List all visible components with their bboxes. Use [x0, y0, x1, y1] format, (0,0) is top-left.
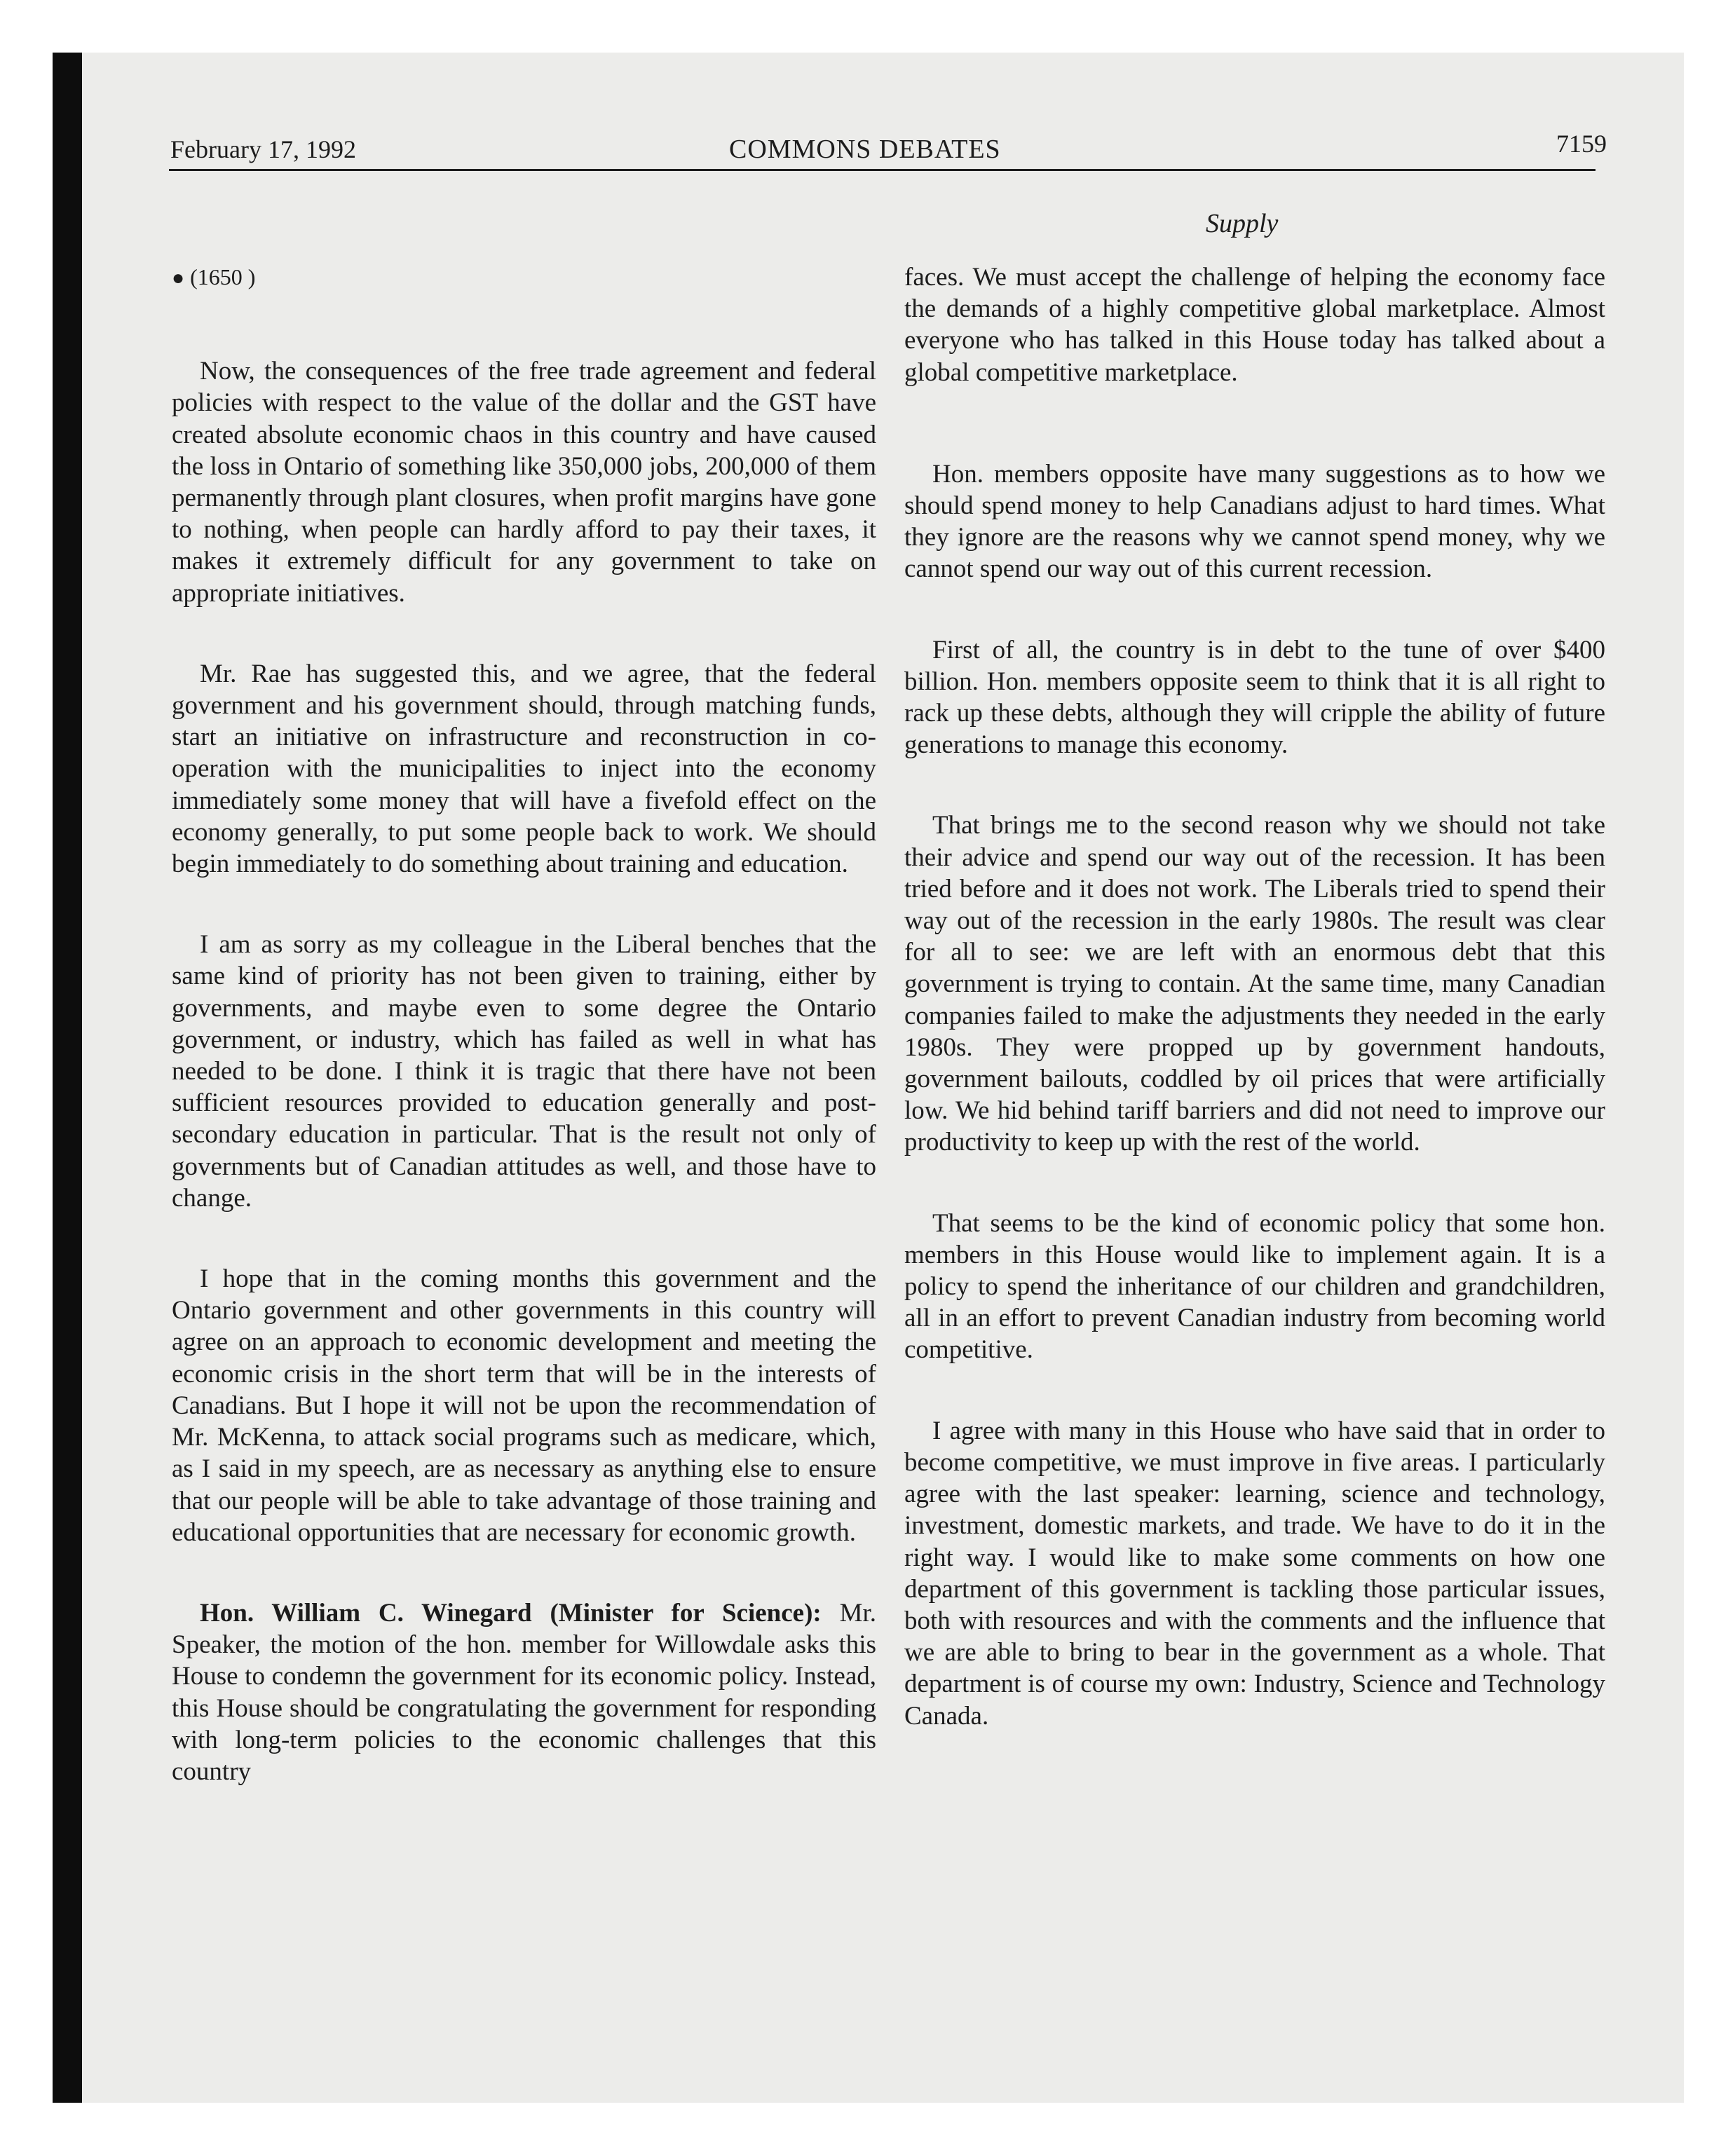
speaker-name: Hon. William C. Winegard (Minister for Science): [200, 1598, 822, 1628]
header-rule [169, 169, 1595, 171]
paragraph: I agree with many in this House who have said that in order to become competitive, we must improve in five areas. I particularly agree with the last speaker: learning, science and technology, investment, domestic markets, and trade. We have to do it in the right way. I would like to make some comments on how one department of this government is tackling those particular issues, both with resources and with the comments and the influence that we are able to bring to bear in the government as a whole. That department is of course my own: Industry, Science and Technology Canada. [904, 1416, 1605, 1731]
header-page-number: 7159 [1556, 130, 1607, 158]
paragraph: Hon. members opposite have many suggestions as to how we should spend money to help Canadians adjust to hard times. What they ignore are the reasons why we cannot spend money, why we cannot spend our way out of this current recession. [904, 459, 1605, 584]
header-title: COMMONS DEBATES [729, 135, 1001, 164]
paragraph: I am as sorry as my colleague in the Liberal benches that the same kind of priority has not been given to training, either by governments, and maybe even to some degree the Ontario government, or industry, which has failed as well in what has needed to be done. I think it is tragic that there have not been sufficient resources provided to education generally and post-secondary education in particular. That is the result not only of governments but of Canadian attitudes as well, and those have to change. [172, 930, 876, 1213]
timestamp [172, 261, 876, 294]
paragraph: Mr. Rae has suggested this, and we agree, that the federal government and his government should, through matching funds, start an initiative on infrastructure and reconstruction in co-operation with the municipalities to inject into the economy immediately some money that will have a fivefold effect on the economy generally, to put some people back to work. We should begin immediately to do something about training and education. [172, 659, 876, 879]
scan-edge-shadow [53, 53, 82, 2103]
speaker-text: Mr. Speaker, the motion of the hon. member for Willowdale asks this House to condemn the government for its economic policy. Instead, this House should be congratulating the government for responding with long-term policies to the economic challenges that this country [172, 1598, 877, 1786]
paragraph: Now, the consequences of the free trade agreement and federal policies with respect to the value of the dollar and the GST have created absolute economic chaos in this country and have caused the loss in Ontario of something like 350,000 jobs, 200,000 of them permanently through plant closures, when profit margins have gone to nothing, when people can hardly afford to pay their taxes, it makes it extremely difficult for any government to take on appropriate initiatives. [172, 357, 876, 608]
paragraph: First of all, the country is in debt to the tune of over $400 billion. Hon. members opposite seem to think that it is all right to rack up these debts, although they will cripple the ability of future generations to manage this economy. [904, 635, 1605, 760]
right-column [904, 261, 1605, 1781]
section-label: Supply [1206, 209, 1279, 238]
left-column [172, 261, 876, 1836]
timestamp-text: (1650 ) [190, 264, 256, 289]
speaker-paragraph [172, 1597, 876, 1787]
paragraph: That brings me to the second reason why we should not take their advice and spend our way out of the recession. It has been tried before and it does not work. The Liberals tried to spend their way out of the recession in the early 1980s. The result was clear for all to see: we are left with an enormous debt that this government is trying to contain. At the same time, many Canadian companies failed to make the adjustments they needed in the early 1980s. They were propped up by government handouts, government bailouts, coddled by oil prices that were artificially low. We hid behind tariff barriers and did not need to improve our productivity to keep up with the rest of the world. [904, 811, 1605, 1157]
paragraph: I hope that in the coming months this government and the Ontario government and other governments in this country will agree on an approach to economic development and meeting the economic crisis in the short term that will be in the interests of Canadians. But I hope it will not be upon the recommendation of Mr. McKenna, to attack social programs such as medicare, which, as I said in my speech, are as necessary as anything else to ensure that our people will be able to take advantage of those training and educational opportunities that are necessary for economic growth. [172, 1264, 876, 1547]
header-date: February 17, 1992 [170, 135, 356, 163]
paragraph: That seems to be the kind of economic policy that some hon. members in this House would like to implement again. It is a policy to spend the inheritance of our children and grandchildren, all in an effort to prevent Canadian industry from becoming world competitive. [904, 1208, 1605, 1365]
bullet-icon: ● [172, 266, 185, 289]
paragraph: faces. We must accept the challenge of helping the economy face the demands of a highly competitive global marketplace. Almost everyone who has talked in this House today has talked about a global competitive marketplace. [904, 263, 1605, 387]
